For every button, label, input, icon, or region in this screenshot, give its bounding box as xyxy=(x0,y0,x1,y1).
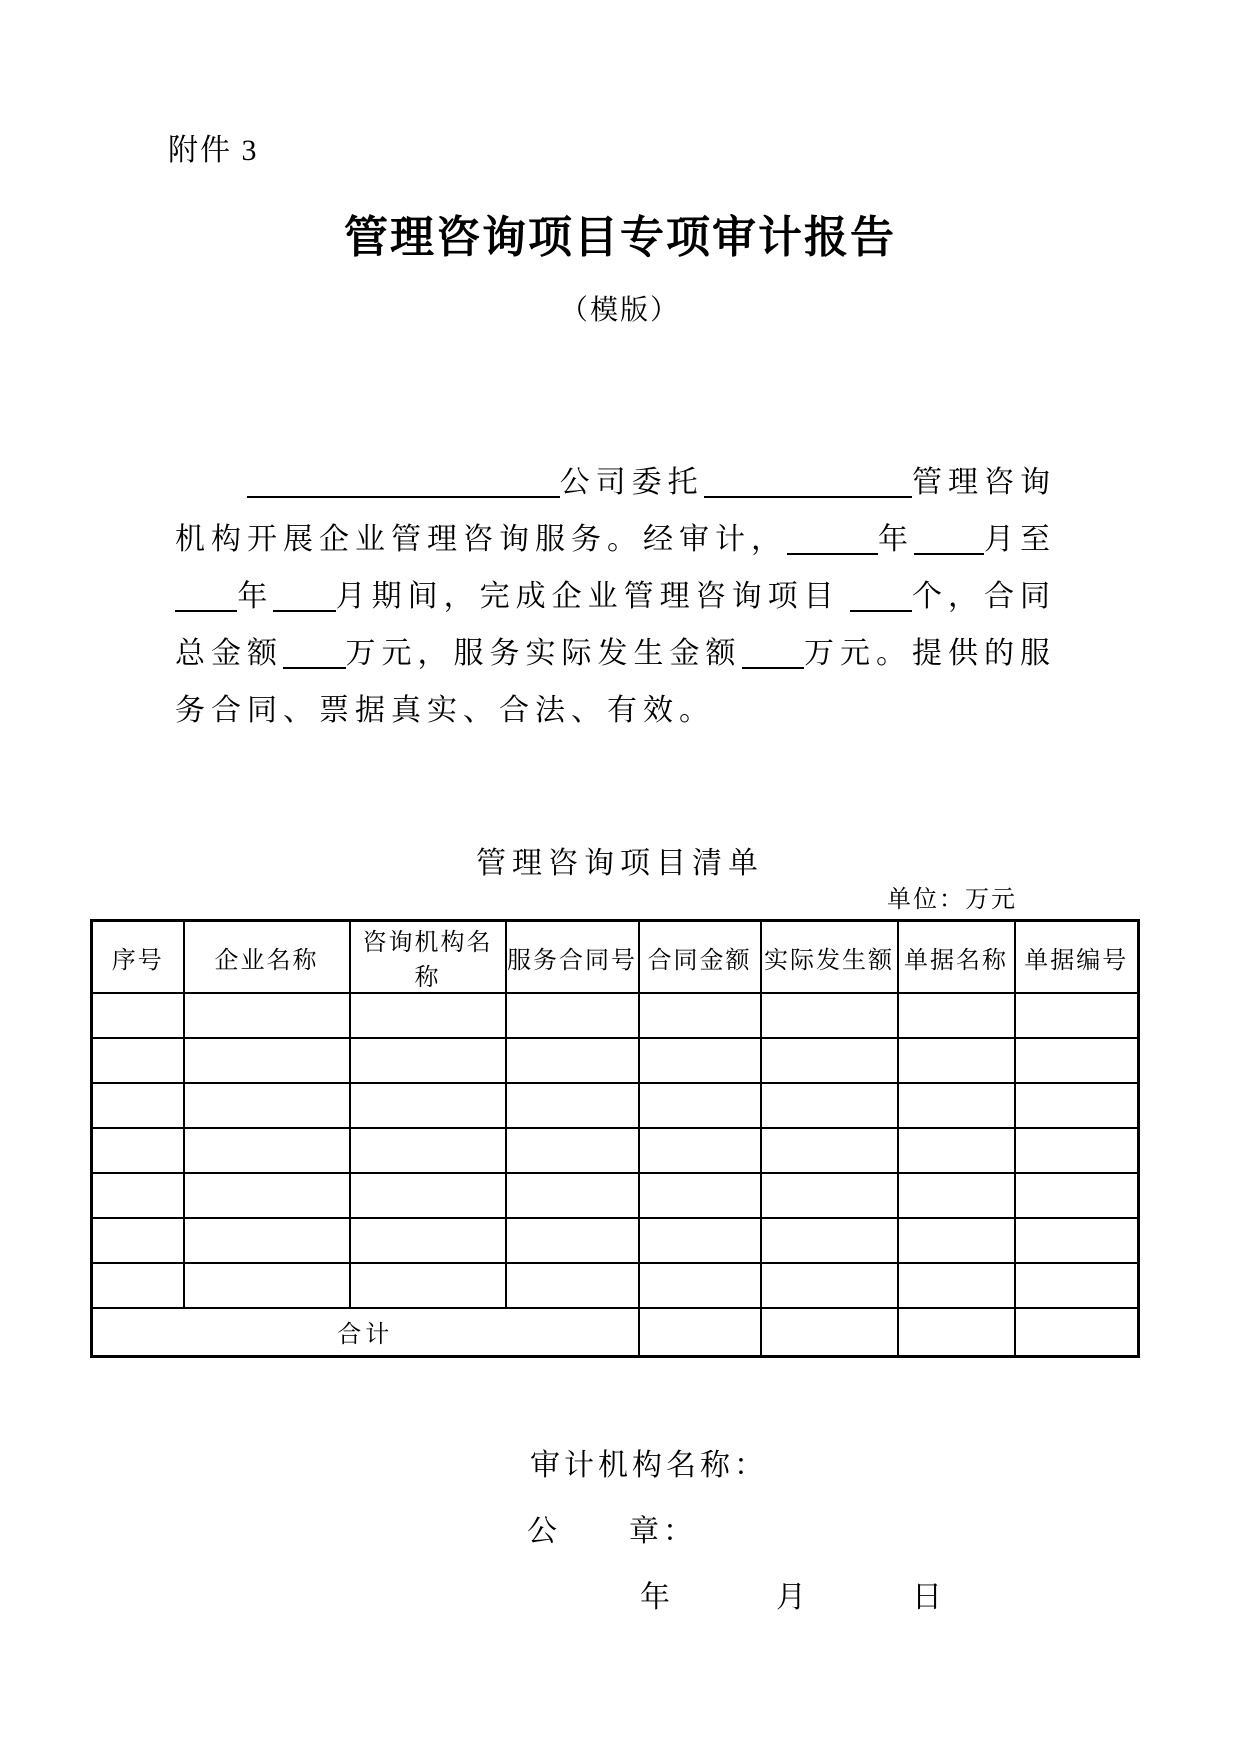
empty-cell xyxy=(761,1083,898,1128)
empty-cell xyxy=(898,1218,1015,1263)
official-seal-label: 公 章： xyxy=(527,1514,697,1548)
paragraph-text: 务合同、票据真实、合法、有效。 xyxy=(175,694,715,727)
empty-cell xyxy=(761,1038,898,1083)
total-label-cell: 合计 xyxy=(92,1308,639,1356)
empty-cell xyxy=(639,1308,761,1356)
empty-cell xyxy=(350,1128,506,1173)
empty-cell xyxy=(898,1173,1015,1218)
paragraph-text: 万元，服务实际发生金额 xyxy=(345,637,742,670)
fill-in-blank xyxy=(283,667,346,669)
empty-cell xyxy=(1015,1263,1139,1308)
empty-cell xyxy=(506,1038,639,1083)
project-list-table xyxy=(90,919,1140,1358)
fill-in-blank xyxy=(704,496,912,498)
empty-cell xyxy=(639,1083,761,1128)
empty-cell xyxy=(184,1083,350,1128)
empty-cell xyxy=(506,1173,639,1218)
column-header: 咨询机构名称 xyxy=(350,921,506,994)
empty-cell xyxy=(1015,993,1139,1038)
empty-cell xyxy=(1015,1128,1139,1173)
empty-cell xyxy=(639,993,761,1038)
paragraph-text: 万元。提供的服 xyxy=(804,637,1056,670)
table-total-row xyxy=(92,1308,1139,1356)
empty-cell xyxy=(350,1083,506,1128)
empty-cell xyxy=(92,1173,184,1218)
empty-cell xyxy=(761,1173,898,1218)
empty-cell xyxy=(350,1263,506,1308)
empty-cell xyxy=(506,1083,639,1128)
column-header: 合同金额 xyxy=(639,921,761,994)
column-header: 服务合同号 xyxy=(506,921,639,994)
empty-cell xyxy=(761,1128,898,1173)
empty-cell xyxy=(898,1128,1015,1173)
table-row xyxy=(92,1083,1139,1128)
column-header: 单据编号 xyxy=(1015,921,1139,994)
paragraph-text: 公司委托 xyxy=(559,466,704,499)
empty-cell xyxy=(761,1308,898,1356)
document-title: 管理咨询项目专项审计报告 xyxy=(344,213,896,262)
empty-cell xyxy=(761,993,898,1038)
fill-in-blank xyxy=(850,610,912,612)
fill-in-blank xyxy=(273,610,335,612)
empty-cell xyxy=(506,1128,639,1173)
paragraph-text: 机构开展企业管理咨询服务。经审计， xyxy=(175,523,787,556)
paragraph-line-1 xyxy=(175,448,1056,505)
body-paragraph xyxy=(175,448,1056,733)
fill-in-blank xyxy=(914,553,984,555)
table-caption: 管理咨询项目清单 xyxy=(476,847,764,880)
fill-in-blank xyxy=(787,553,878,555)
empty-cell xyxy=(92,1263,184,1308)
empty-cell xyxy=(506,1218,639,1263)
column-header: 企业名称 xyxy=(184,921,350,994)
column-header: 实际发生额 xyxy=(761,921,898,994)
paragraph-line-4 xyxy=(175,619,1056,676)
empty-cell xyxy=(184,1218,350,1263)
table-body xyxy=(92,993,1139,1308)
auditor-name-label: 审计机构名称： xyxy=(530,1448,768,1482)
empty-cell xyxy=(92,993,184,1038)
attachment-label: 附件 3 xyxy=(168,134,259,167)
empty-cell xyxy=(350,1038,506,1083)
table-row xyxy=(92,993,1139,1038)
paragraph-text: 管理咨询 xyxy=(912,466,1056,499)
empty-cell xyxy=(184,993,350,1038)
column-header: 序号 xyxy=(92,921,184,994)
empty-cell xyxy=(898,1083,1015,1128)
empty-cell xyxy=(184,1038,350,1083)
table-row xyxy=(92,1173,1139,1218)
paragraph-line-3 xyxy=(175,562,1056,619)
fill-in-blank xyxy=(247,496,560,498)
empty-cell xyxy=(92,1218,184,1263)
empty-cell xyxy=(898,1038,1015,1083)
date-label: 年 月 日 xyxy=(640,1580,946,1614)
column-header: 单据名称 xyxy=(898,921,1015,994)
paragraph-text: 月期间，完成企业管理咨询项目 xyxy=(335,580,840,613)
table-row xyxy=(92,1128,1139,1173)
paragraph-text: 年 xyxy=(878,523,914,556)
signature-block xyxy=(0,1448,1240,1616)
table-row xyxy=(92,1263,1139,1308)
table-header-row xyxy=(92,921,1139,994)
empty-cell xyxy=(92,1038,184,1083)
empty-cell xyxy=(350,993,506,1038)
fill-in-blank xyxy=(742,667,805,669)
paragraph-text: 月至 xyxy=(984,523,1056,556)
empty-cell xyxy=(1015,1218,1139,1263)
paragraph-text: 年 xyxy=(237,580,274,613)
empty-cell xyxy=(1015,1038,1139,1083)
document-subtitle: （模版） xyxy=(559,295,680,326)
empty-cell xyxy=(639,1263,761,1308)
empty-cell xyxy=(898,993,1015,1038)
empty-cell xyxy=(350,1173,506,1218)
table-row xyxy=(92,1218,1139,1263)
empty-cell xyxy=(761,1218,898,1263)
empty-cell xyxy=(184,1128,350,1173)
paragraph-text: 个，合同 xyxy=(911,580,1056,613)
empty-cell xyxy=(639,1218,761,1263)
empty-cell xyxy=(1015,1308,1139,1356)
empty-cell xyxy=(1015,1173,1139,1218)
empty-cell xyxy=(92,1128,184,1173)
empty-cell xyxy=(639,1038,761,1083)
empty-cell xyxy=(184,1173,350,1218)
empty-cell xyxy=(898,1263,1015,1308)
empty-cell xyxy=(506,993,639,1038)
paragraph-line-5 xyxy=(175,676,1056,733)
table-row xyxy=(92,1038,1139,1083)
fill-in-blank xyxy=(175,610,237,612)
empty-cell xyxy=(184,1263,350,1308)
empty-cell xyxy=(92,1083,184,1128)
paragraph-text: 总金额 xyxy=(175,637,283,670)
paragraph-line-2 xyxy=(175,505,1056,562)
table-section xyxy=(90,885,1137,1358)
empty-cell xyxy=(506,1263,639,1308)
empty-cell xyxy=(761,1263,898,1308)
empty-cell xyxy=(639,1173,761,1218)
empty-cell xyxy=(1015,1083,1139,1128)
empty-cell xyxy=(350,1218,506,1263)
empty-cell xyxy=(639,1128,761,1173)
empty-cell xyxy=(898,1308,1015,1356)
unit-label: 单位：万元 xyxy=(887,887,1017,913)
